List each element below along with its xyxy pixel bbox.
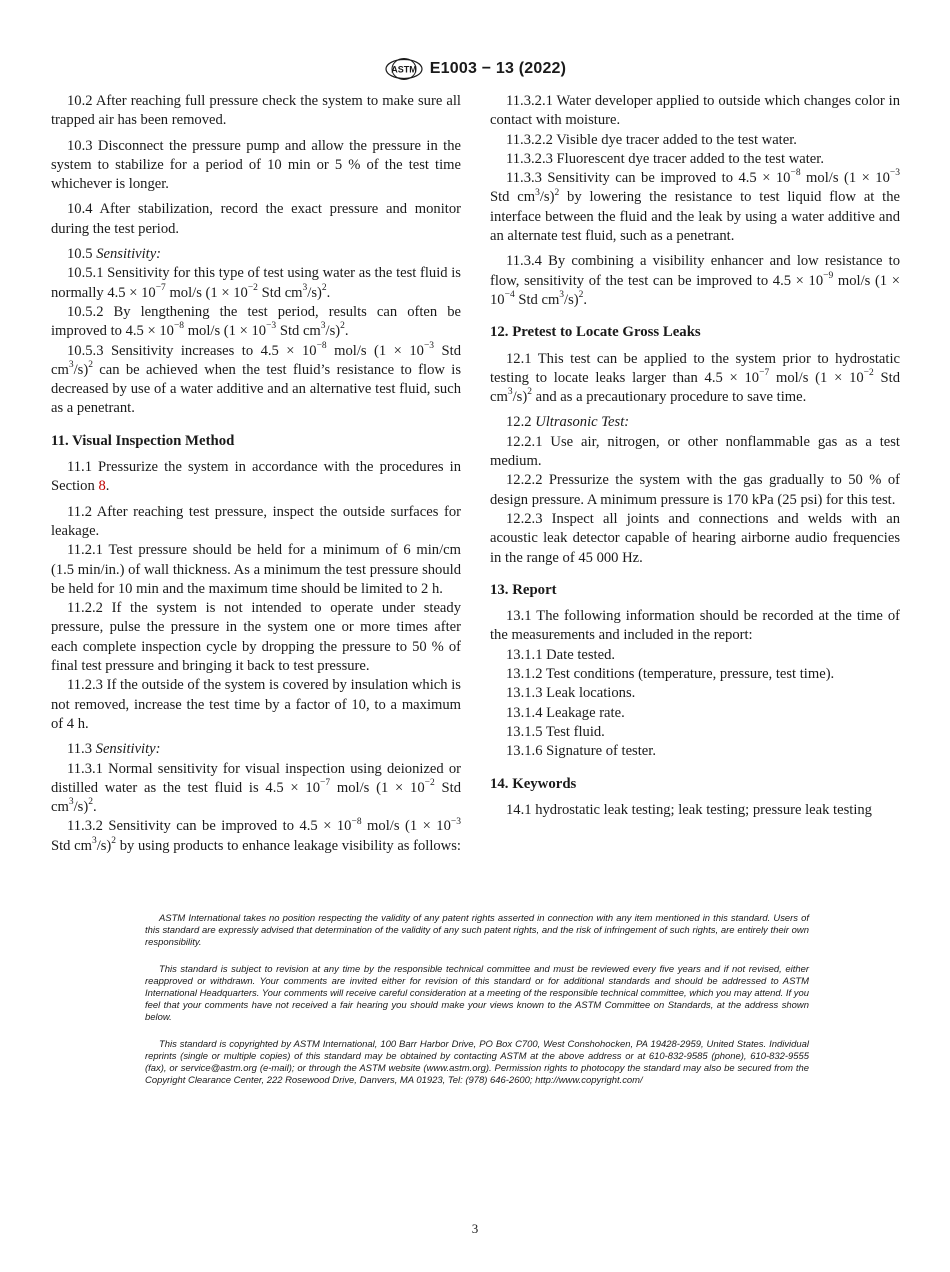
para-10-4: 10.4 After stabilization, record the exact pressure and monitor during the test period. xyxy=(51,201,461,237)
para-10-3: 10.3 Disconnect the pressure pump and allow the pressure in the system to stabilize for a period of 10 min or 5 % of the test time whichever is longer. xyxy=(51,137,461,193)
para-12-2-1: 12.2.1 Use air, nitrogen, or other nonflammable gas as a test medium. xyxy=(490,433,900,470)
para-12-2-3: 12.2.3 Inspect all joints and connections and welds with an acoustic leak detector capable of hearing airborne audio frequencies in the range of 45 000 Hz. xyxy=(490,510,900,566)
para-10-5: 10.5 Sensitivity: xyxy=(67,246,162,263)
left-column xyxy=(51,92,461,856)
para-10-5-3: 10.5.3 Sensitivity increases to $4.5 \times 10^{-8}$ mol/s ($1 \times 10^{-3}$ Std $cm^3/s)^2$ can be achieved when the test fluid’s resistance to flow is decreased by use of a water additive and an alternative test fluid, such as a penetrant. xyxy=(51,340,461,417)
para-14-1: 14.1 hydrostatic leak testing; leak testing; pressure leak testing xyxy=(506,801,872,818)
page-number: 3 xyxy=(471,1221,479,1236)
para-13-1-1: 13.1.1 Date tested. xyxy=(506,646,616,663)
para-11-3-1: 11.3.1 Normal sensitivity for visual inspection using deionized or distilled water as the test fluid is $4.5 \times 10^{-7}$ mol/s ($1 \times 10^{-2}$ Std $cm^3/s)^2$. xyxy=(51,760,461,816)
page-header xyxy=(0,56,950,82)
para-10-5-2: 10.5.2 By lengthening the test period, results can often be improved to $4.5 \times 10^{-8}$ mol/s ($1 \times 10^{-3}$ Std $cm^3/s)^2$. xyxy=(51,303,461,340)
para-12-1: 12.1 This test can be applied to the system prior to hydrostatic testing to locate leaks larger than $4.5 \times 10^{-7}$ mol/s ($1 \times 10^{-2}$ Std $cm^3/s)^2$ and as a precautionary procedure to save time. xyxy=(490,350,901,406)
para-11-2-2: 11.2.2 If the system is not intended to operate under steady pressure, pulse the pressure in the system one or more times after each complete inspection cycle by dropping the pressure to 50 % of final test pressure and bringing it back to test pressure. xyxy=(51,600,461,675)
para-11-3-3: 11.3.3 Sensitivity can be improved to $4.5 \times 10^{-8}$ mol/s ($1 \times 10^{-3}$ Std $cm^3/s)^2$ by lowering the resistance to test liquid flow at the interface between the fluid and the leak by using a water additive and an alternate test fluid, such as a penetrant. xyxy=(490,168,900,245)
para-11-3-4: 11.3.4 By combining a visibility enhancer and low resistance to flow, sensitivity of the test can be improved to $4.5 \times 10^{-9}$ mol/s ($1 \times 10^{-4}$ Std $cm^3/s)^2$. xyxy=(490,253,900,308)
para-13-1-2: 13.1.2 Test conditions (temperature, pressure, test time). xyxy=(506,666,835,683)
para-13-1-4: 13.1.4 Leakage rate. xyxy=(506,704,625,721)
para-13-1: 13.1 The following information should be recorded at the time of the measurements and included in the report: xyxy=(490,608,900,644)
para-11-3-2-2: 11.3.2.2 Visible dye tracer added to the test water. xyxy=(506,131,797,148)
revision-notice: This standard is subject to revision at any time by the responsible technical committee and must be reviewed every five years and if not revised, either reapproved or withdrawn. Your comments are invited either for revision of this standard or for additional standards and should be addressed to ASTM International Headquarters. Your comments will receive careful consideration at a meeting of the responsible technical committee, which you may attend. If you feel that your comments have not received a fair hearing you should make your views known to the ASTM Committee on Standards, at the address shown below. xyxy=(145,964,809,1023)
para-10-2: 10.2 After reaching full pressure check the system to make sure all trapped air has been removed. xyxy=(51,93,461,129)
legal-notices xyxy=(145,913,809,1102)
para-10-5-1: 10.5.1 Sensitivity for this type of test using water as the test fluid is normally $4.5 \times 10^{-7}$ mol/s ($1 \times 10^{-2}$ Std $cm^3/s)^2$. xyxy=(51,265,461,301)
document-id: E1003 − 13 (2022) xyxy=(429,60,567,77)
para-13-1-3: 13.1.3 Leak locations. xyxy=(506,685,636,702)
right-column xyxy=(490,92,900,820)
para-13-1-6: 13.1.6 Signature of tester. xyxy=(506,743,656,760)
astm-logo-icon xyxy=(384,58,424,80)
para-11-1: 11.1 Pressurize the system in accordance with the procedures in Section 8. xyxy=(51,459,461,495)
para-11-2-1: 11.2.1 Test pressure should be held for a minimum of 6 min/cm (1.5 min/in.) of wall thickness. As a minimum the test pressure should be held for 10 min and the maximum time should be limited to 2 h. xyxy=(51,542,461,597)
para-13-1-5: 13.1.5 Test fluid. xyxy=(506,723,605,740)
para-11-3-2-3: 11.3.2.3 Fluorescent dye tracer added to the test water. xyxy=(506,150,824,167)
section-heading-11: 11. Visual Inspection Method xyxy=(51,432,235,449)
section-heading-12: 12. Pretest to Locate Gross Leaks xyxy=(490,324,701,341)
section-heading-13: 13. Report xyxy=(490,581,557,598)
para-11-2-3: 11.2.3 If the outside of the system is covered by insulation which is not removed, increase the test time by a factor of 10, to a maximum of 4 h. xyxy=(51,677,461,732)
para-12-2: 12.2 Ultrasonic Test: xyxy=(506,414,630,431)
para-11-3: 11.3 Sensitivity: xyxy=(67,741,161,758)
copyright-notice: This standard is copyrighted by ASTM International, 100 Barr Harbor Drive, PO Box C700, West Conshohocken, PA 19428-2959, United States. Individual reprints (single or multiple copies) of this standard may be obtained by contacting ASTM at the above address or at 610-832-9585 (phone), 610-832-9555 (fax), or service@astm.org (e-mail); or through the ASTM website (www.astm.org). Permission rights to photocopy the standard may also be secured from the Copyright Clearance Center, 222 Rosewood Drive, Danvers, MA 01923, Tel: (978) 646-2600; http://www.copyright.com/ xyxy=(145,1039,809,1086)
logo-text: ASTM xyxy=(391,64,417,75)
para-11-3-2-1: 11.3.2.1 Water developer applied to outside which changes color in contact with moisture. xyxy=(490,93,900,129)
section-heading-14: 14. Keywords xyxy=(490,775,577,792)
patent-notice: ASTM International takes no position respecting the validity of any patent rights asserted in connection with any item mentioned in this standard. Users of this standard are expressly advised that determination of the validity of any such patent rights, and the risk of infringement of such rights, are entirely their own responsibility. xyxy=(145,913,809,948)
para-11-3-2: 11.3.2 Sensitivity can be improved to $4.5 \times 10^{-8}$ mol/s ($1 \times 10^{-3}$ Std $cm^3/s)^2$ by using products to enhance leakage visibility as follows: xyxy=(51,816,461,854)
para-11-2: 11.2 After reaching test pressure, inspect the outside surfaces for leakage. xyxy=(51,503,461,539)
para-12-2-2: 12.2.2 Pressurize the system with the gas gradually to 50 % of design pressure. A minimum pressure is 170 kPa (25 psi) for this test. xyxy=(490,472,900,508)
section-8-link[interactable]: 8 xyxy=(98,478,106,495)
